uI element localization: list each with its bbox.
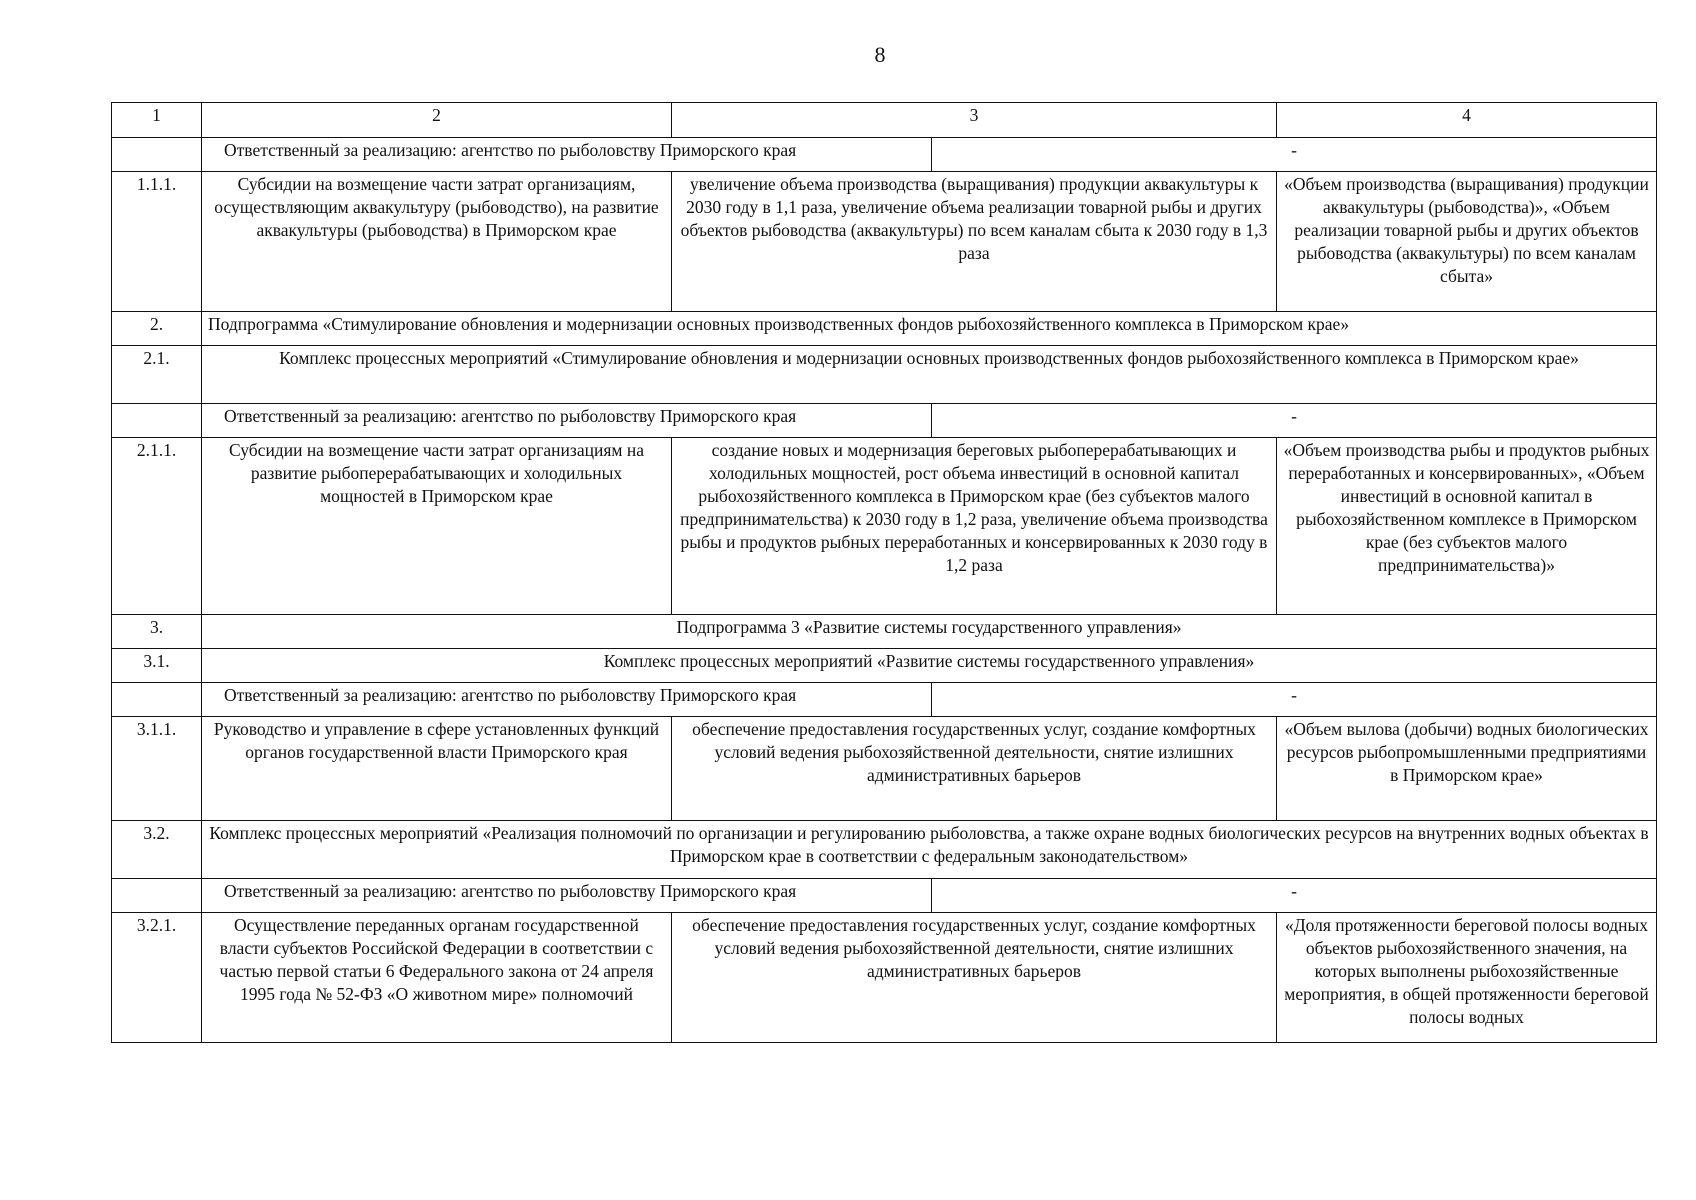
row-number: 3.2.1. xyxy=(112,913,202,1043)
responsible-row xyxy=(112,879,1657,913)
responsible-text: Ответственный за реализацию: агентство по рыболовству Приморского края xyxy=(202,879,932,913)
responsible-row xyxy=(112,683,1657,717)
event-result: обеспечение предоставления государственных услуг, создание комфортных условий ведения рыбохозяйственной деятельности, снятие излишних административных барьеров xyxy=(672,913,1277,1043)
table-row xyxy=(112,172,1657,312)
table-cell xyxy=(112,879,202,913)
responsible-dash: - xyxy=(932,879,1657,913)
responsible-text: Ответственный за реализацию: агентство по рыболовству Приморского края xyxy=(202,404,932,438)
responsible-dash: - xyxy=(932,683,1657,717)
event-indicator: «Объем производства рыбы и продуктов рыбных переработанных и консервированных», «Объем инвестиций в основной капитал в рыбохозяйственном комплексе в Приморском крае (без субъектов малого предпринимательства)» xyxy=(1277,438,1657,615)
subprogram-row xyxy=(112,312,1657,346)
responsible-text: Ответственный за реализацию: агентство по рыболовству Приморского края xyxy=(202,683,932,717)
row-number: 3. xyxy=(112,615,202,649)
event-name: Руководство и управление в сфере установленных функций органов государственной власти Приморского края xyxy=(202,717,672,821)
event-name: Осуществление переданных органам государственной власти субъектов Российской Федерации в соответствии с частью первой статьи 6 Федерального закона от 24 апреля 1995 года № 52-ФЗ «О животном мире» полномочий xyxy=(202,913,672,1043)
subprogram-row xyxy=(112,615,1657,649)
row-number: 3.2. xyxy=(112,821,202,879)
responsible-dash: - xyxy=(932,404,1657,438)
page-number: 8 xyxy=(874,42,886,67)
header-col-2: 2 xyxy=(202,103,672,138)
table-row xyxy=(112,913,1657,1043)
process-complex-title: Комплекс процессных мероприятий «Реализация полномочий по организации и регулированию рыболовства, а также охране водных биологических ресурсов на внутренних водных объектах в Приморском крае в соответствии с федеральным законодательством» xyxy=(202,821,1657,879)
row-number: 3.1.1. xyxy=(112,717,202,821)
header-col-4: 4 xyxy=(1277,103,1657,138)
subprogram-title: Подпрограмма 3 «Развитие системы государственного управления» xyxy=(202,615,1657,649)
event-name: Субсидии на возмещение части затрат организациям, осуществляющим аквакультуру (рыбоводство), на развитие аквакультуры (рыбоводства) в Приморском крае xyxy=(202,172,672,312)
header-col-1: 1 xyxy=(112,103,202,138)
table-row xyxy=(112,717,1657,821)
table-cell xyxy=(112,404,202,438)
row-number: 2. xyxy=(112,312,202,346)
event-indicator: «Доля протяженности береговой полосы водных объектов рыбохозяйственного значения, на которых выполнены рыбохозяйственные мероприятия, в общей протяженности береговой полосы водных xyxy=(1277,913,1657,1043)
event-result: создание новых и модернизация береговых рыбоперерабатывающих и холодильных мощностей, рост объема инвестиций в основной капитал рыбохозяйственного комплекса в Приморском крае (без субъектов малого предпринимательства) к 2030 году в 1,2 раза, увеличение объема производства рыбы и продуктов рыбных переработанных и консервированных к 2030 году в 1,2 раза xyxy=(672,438,1277,615)
row-number: 3.1. xyxy=(112,649,202,683)
responsible-dash: - xyxy=(932,138,1657,172)
process-complex-title: Комплекс процессных мероприятий «Развитие системы государственного управления» xyxy=(202,649,1657,683)
responsible-row xyxy=(112,404,1657,438)
responsible-text: Ответственный за реализацию: агентство по рыболовству Приморского края xyxy=(202,138,932,172)
header-col-3: 3 xyxy=(672,103,1277,138)
event-indicator: «Объем производства (выращивания) продукции аквакультуры (рыбоводства)», «Объем реализации товарной рыбы и других объектов рыбоводства (аквакультуры) по всем каналам сбыта» xyxy=(1277,172,1657,312)
process-complex-row xyxy=(112,649,1657,683)
table-cell xyxy=(112,683,202,717)
process-complex-title: Комплекс процессных мероприятий «Стимулирование обновления и модернизации основных производственных фондов рыбохозяйственного комплекса в Приморском крае» xyxy=(202,346,1657,404)
table-header-row xyxy=(112,103,1657,138)
row-number: 2.1.1. xyxy=(112,438,202,615)
program-table xyxy=(111,102,1657,1043)
table-cell xyxy=(112,138,202,172)
responsible-row xyxy=(112,138,1657,172)
process-complex-row xyxy=(112,346,1657,404)
process-complex-row xyxy=(112,821,1657,879)
event-result: увеличение объема производства (выращивания) продукции аквакультуры к 2030 году в 1,1 раза, увеличение объема реализации товарной рыбы и других объектов рыбоводства (аквакультуры) по всем каналам сбыта к 2030 году в 1,3 раза xyxy=(672,172,1277,312)
row-number: 2.1. xyxy=(112,346,202,404)
event-name: Субсидии на возмещение части затрат организациям на развитие рыбоперерабатывающих и холодильных мощностей в Приморском крае xyxy=(202,438,672,615)
event-indicator: «Объем вылова (добычи) водных биологических ресурсов рыбопромышленными предприятиями в Приморском крае» xyxy=(1277,717,1657,821)
subprogram-title: Подпрограмма «Стимулирование обновления и модернизации основных производственных фондов рыбохозяйственного комплекса в Приморском крае» xyxy=(202,312,1657,346)
event-result: обеспечение предоставления государственных услуг, создание комфортных условий ведения рыбохозяйственной деятельности, снятие излишних административных барьеров xyxy=(672,717,1277,821)
row-number: 1.1.1. xyxy=(112,172,202,312)
table-row xyxy=(112,438,1657,615)
